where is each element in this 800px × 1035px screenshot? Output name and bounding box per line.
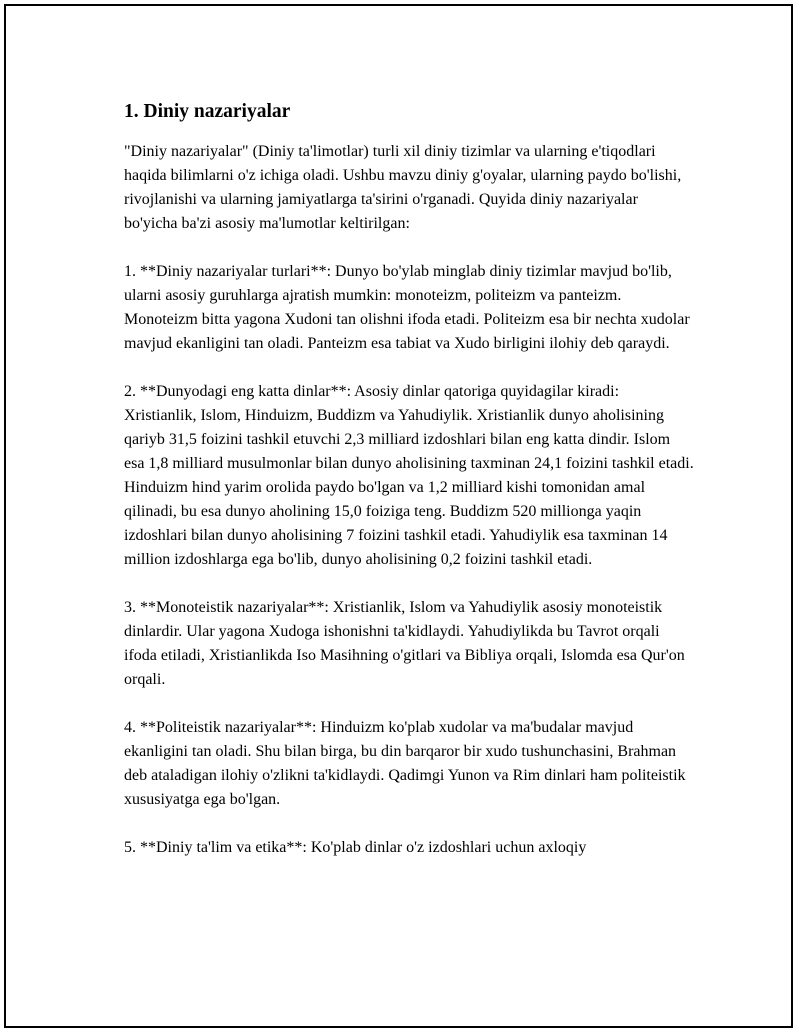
- intro-paragraph: "Diniy nazariyalar" (Diniy ta'limotlar) turli xil diniy tizimlar va ularning e'tiqodlari haqida bilimlarni o'z ichiga oladi. Ushbu mavzu diniy g'oyalar, ularning paydo bo'lishi, rivojlanishi va ularning jamiyatlarga ta'sirini o'rganadi. Quyida diniy nazariyalar bo'yicha ba'zi asosiy ma'lumotlar keltirilgan:: [124, 143, 682, 232]
- list-item-1: 1. **Diniy nazariyalar turlari**: Dunyo bo'ylab minglab diniy tizimlar mavjud bo'lib, ularni asosiy guruhlarga ajratish mumkin: monoteizm, politeizm va panteizm. Monoteizm bitta yagona Xudoni tan olishni ifoda etadi. Politeizm esa bir nechta xudolar mavjud ekanligini tan oladi. Panteizm esa tabiat va Xudo birligini ilohiy deb qaraydi.: [124, 263, 690, 352]
- paragraph-gap: [124, 812, 694, 836]
- list-item-5: 5. **Diniy ta'lim va etika**: Ko'plab dinlar o'z izdoshlari uchun axloqiy: [124, 839, 587, 856]
- paragraph-gap: [124, 572, 694, 596]
- list-item-4: 4. **Politeistik nazariyalar**: Hinduizm ko'plab xudolar va ma'budalar mavjud ekanligini tan oladi. Shu bilan birga, bu din barqaror bir xudo tushunchasini, Brahman deb ataladigan ilohiy o'zlikni ta'kidlaydi. Qadimgi Yunon va Rim dinlari ham politeistik xususiyatga ega bo'lgan.: [124, 719, 686, 808]
- list-item-3: 3. **Monoteistik nazariyalar**: Xristianlik, Islom va Yahudiylik asosiy monoteistik dinlardir. Ular yagona Xudoga ishonishni ta'kidlaydi. Yahudiylikda bu Tavrot orqali ifoda etiladi, Xristianlikda Iso Masihning o'gitlari va Bibliya orqali, Islomda esa Qur'on orqali.: [124, 599, 685, 688]
- document-body: [124, 98, 694, 860]
- list-item-2: 2. **Dunyodagi eng katta dinlar**: Asosiy dinlar qatoriga quyidagilar kiradi: Xristianlik, Islom, Hinduizm, Buddizm va Yahudiylik. Xristianlik dunyo aholisining qariyb 31,5 foizini tashkil etuvchi 2,3 milliard izdoshlari bilan eng katta dindir. Islom esa 1,8 milliard musulmonlar bilan dunyo aholisining taxminan 24,1 foizini tashkil etadi. Hinduizm hind yarim orolida paydo bo'lgan va 1,2 milliard kishi tomonidan amal qilinadi, bu esa dunyo aholining 15,0 foiziga teng. Buddizm 520 millionga yaqin izdoshlari bilan dunyo aholisining 7 foizini tashkil etadi. Yahudiylik esa taxminan 14 million izdoshlarga ega bo'lib, dunyo aholisining 0,2 foizini tashkil etadi.: [124, 383, 694, 568]
- paragraph-gap: [124, 236, 694, 260]
- page-frame: [4, 4, 793, 1028]
- document-title: 1. Diniy nazariyalar: [124, 101, 291, 122]
- paragraph-gap: [124, 692, 694, 716]
- paragraph-gap: [124, 356, 694, 380]
